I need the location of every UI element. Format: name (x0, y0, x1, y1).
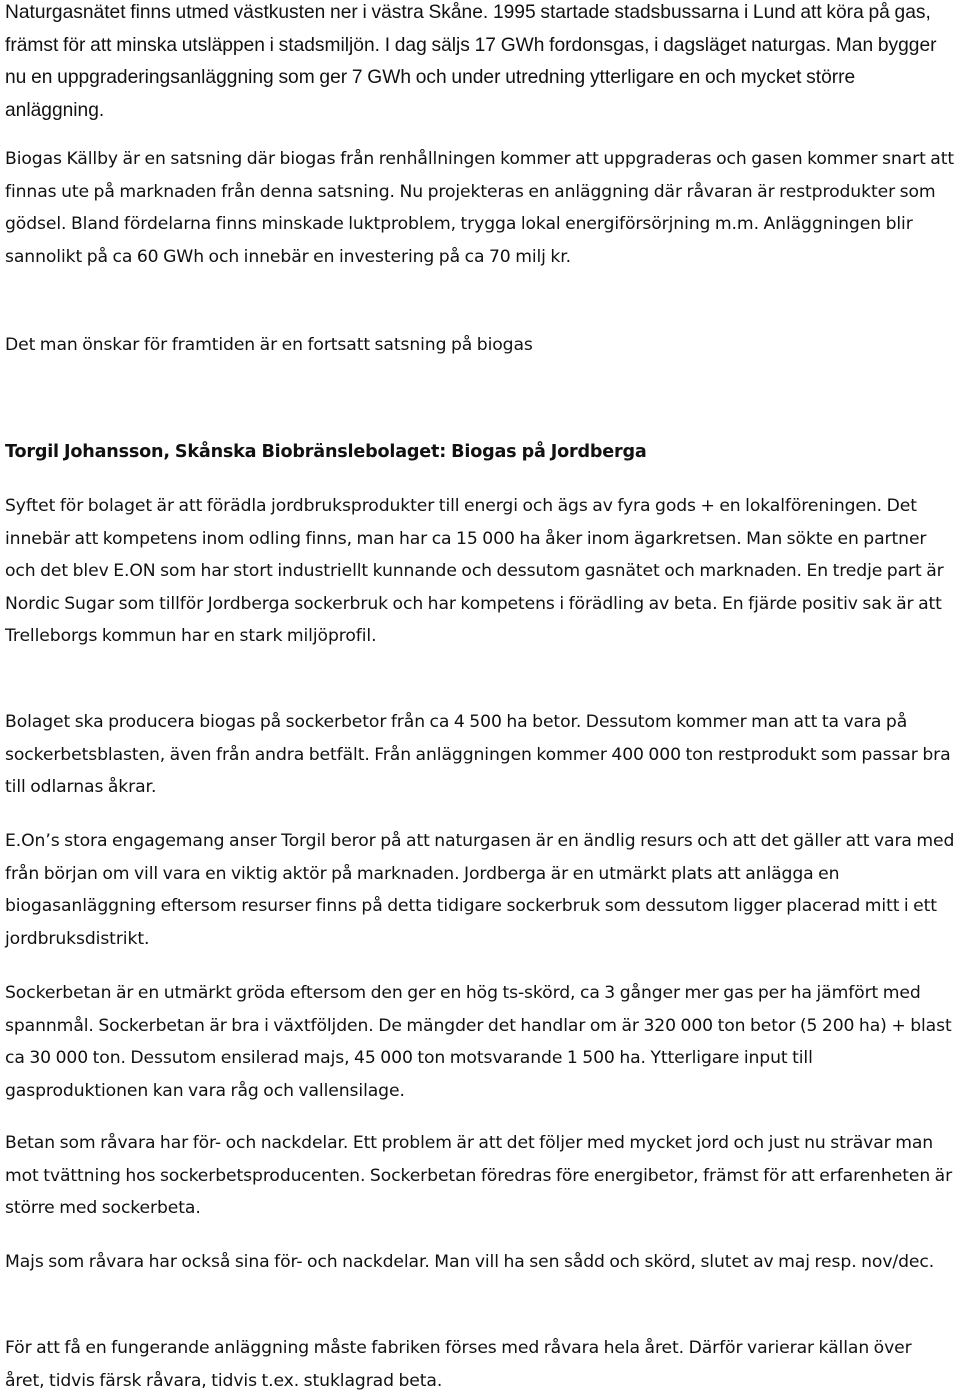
paragraph-majs-som-ravara: Majs som råvara har också sina för- och nackdelar. Man vill ha sen sådd och skörd, slutet av maj resp. nov/dec. (5, 1252, 935, 1272)
paragraph-fungerande-anlaggning: För att få en fungerande anläggning måste fabriken förses med råvara hela året. Därför varierar källan över året, tidvis färsk råvara, tidvis t.ex. stuklagrad beta. (5, 1338, 912, 1391)
paragraph-betan-som-ravara: Betan som råvara har för- och nackdelar. Ett problem är att det följer med mycket jord och just nu strävar man mot tvättning hos sockerbetsproducenten. Sockerbetan föredras före energibetor, främst för att erfarenheten är större med sockerbeta. (5, 1133, 953, 1219)
paragraph-sockerbetan: Sockerbetan är en utmärkt gröda eftersom den ger en hög ts-skörd, ca 3 gånger mer gas per ha jämfört med spannmål. Sockerbetan är bra i växtföljden. De mängder det handlar om är 320 000 ton betor (5 200 ha) + blast ca 30 000 ton. Dessutom ensilerad majs, 45 000 ton motsvarande 1 500 ha. Ytterligare input till gasproduktionen kan vara råg och vallensilage. (5, 983, 952, 1101)
paragraph-syftet: Syftet för bolaget är att förädla jordbruksprodukter till energi och ägs av fyra gods + en lokalföreningen. Det innebär att kompetens inom odling finns, man har ca 15 000 ha åker inom ägarkretsen. Man sökte en partner och det blev E.ON som har stort industriellt kunnande och dessutom gasnätet och marknaden. En tredje part är Nordic Sugar som tillför Jordberga sockerbruk och har kompetens i förädling av beta. En fjärde positiv sak är att Trelleborgs kommun har en stark miljöprofil. (5, 496, 944, 647)
paragraph-eon: E.On’s stora engagemang anser Torgil beror på att naturgasen är en ändlig resurs och att det gäller att vara med från början om vill vara en viktig aktör på marknaden. Jordberga är en utmärkt plats att anlägga en biogasanläggning eftersom resurser finns på detta tidigare sockerbruk som dessutom ligger placerad mitt i ett jordbruksdistrikt. (5, 831, 955, 949)
paragraph-bolaget: Bolaget ska producera biogas på sockerbetor från ca 4 500 ha betor. Dessutom kommer man att ta vara på sockerbetsblasten, även från andra betfält. Från anläggningen kommer 400 000 ton restprodukt som passar bra till odlarnas åkrar. (5, 712, 951, 798)
paragraph-naturgasnatet: Naturgasnätet finns utmed västkusten ner i västra Skåne. 1995 startade stadsbussarna i Lund att köra på gas, främst för att minska utsläppen i stadsmiljön. I dag säljs 17 GWh fordonsgas, i dagsläget naturgas. Man bygger nu en uppgraderingsanläggning som ger 7 GWh och under utredning ytterligare en och mycket större anläggning. (5, 2, 937, 121)
paragraph-biogas-kallby: Biogas Källby är en satsning där biogas från renhållningen kommer att uppgraderas och gasen kommer snart att finnas ute på marknaden från denna satsning. Nu projekteras en anläggning där råvaran är restprodukter som gödsel. Bland fördelarna finns minskade luktproblem, trygga lokal energiförsörjning m.m. Anläggningen blir sannolikt på ca 60 GWh och innebär en investering på ca 70 milj kr. (5, 149, 955, 267)
paragraph-framtiden: Det man önskar för framtiden är en fortsatt satsning på biogas (5, 335, 533, 355)
section-heading: Torgil Johansson, Skånska Biobränslebolaget: Biogas på Jordberga (5, 442, 647, 462)
